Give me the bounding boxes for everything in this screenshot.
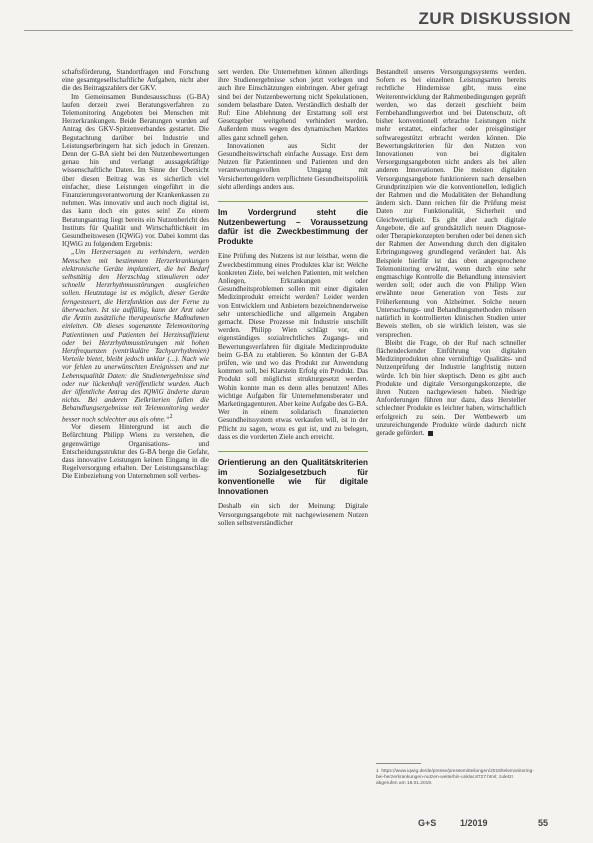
text-column-1	[62, 68, 209, 481]
subheading-divider	[218, 201, 368, 202]
paragraph: Deshalb ein sich der Meinung: Digitale Versorgungsangebote mit nachgewiesenem Nutzen sollen selbstverständlicher	[218, 502, 368, 527]
footnote-link[interactable]: https://www.iqwig.de/de/presse/pressemitteilungen/2018/telemonitoring-bei-herzerkrankungen-nutzen-weiterhin-unklar.8727.html; zuletzt abgerufen am 18.01.2019.	[376, 769, 534, 787]
paragraph: Bestandteil unseres Versorgungssystems werden. Sofern es bei einzelnen Leistungsarten bereits rechtliche Hindernisse gibt, muss eine Weiterentwicklung der Rahmenbedingungen geprüft werden, wo das derzeit geschieht beim Fernbehandlungsverbot und bei Datenschutz, oft bisher konventionell erbrachte Leistungen nicht mehr erstattet, einfacher oder preisgünstiger softwaregestützt erbracht werden können. Die Bewertungskriterien für den Nutzen von Innovationen von bei digitalen Versorgungsangeboten nicht anders als bei allen anderen Innovationen. Die meisten digitalen Versorgungsangebote funktionieren nach denselben Grundprinzipien wie die konventionellen, lediglich der Rahmen und die Modalitäten der Behandlung ändern sich. Dann reichen für die Prüfung meist Daten zur Funktionalität, Sicherheit und Gleichwertigkeit. Es gibt aber auch digitale Angebote, die auf grundsätzlich neuen Diagnose- oder Therapiekonzepten beruhen oder bei denen sich der Rahmen der Anwendung durch den digitalen Erbringungsweg grundlegend verändert hat. Als Beispiele hierfür ist das oben angesprochene Telemonitoring erwähnt, wenn durch eine sehr engmaschige Kontrolle die Behandlung intensiviert werden soll; oder auch die von Philipp Wien erwähnte neue Generation von Tests zur Früherkennung von Alzheimer. Solche neuen Untersuchungs- und Behandlungsmethoden müssen natürlich in kontrollierten klinischen Studien unter Beweis stellen, ob sie wirklich leisten, was sie versprechen.	[376, 68, 526, 339]
page-number: 55	[538, 818, 549, 828]
paragraph: sert werden. Die Unternehmen können allerdings ihre Studienergebnisse schon jetzt vorlegen und auch ihre Einschätzungen einbringen. Aber gefragt sind bei der Nutzenbewertung nicht Spekulationen, sondern belastbare Daten. Verständlich deshalb der Ruf: Eine Ablehnung der Erstattung soll erst Gesetzgeber weitgehend verhindert werden. Außerdem muss wegen des dynamischen Marktes alles ganz schnell gehen.	[218, 68, 368, 142]
paragraph: Im Gemeinsamen Bundesausschuss (G-BA) laufen derzeit zwei Beratungsverfahren zu Telemonitoring Angeboten bei Menschen mit Herzerkrankungen. Beide Beratungen wurden auf Antrag des GKV-Spitzenverbandes gestartet. Die Begutachtung darüber bei Industrie und Leistungserbringern hat sich jedoch in Grenzen. Denn der G-BA sieht bei den Nutzenbewertungen genau hin und verlangt aussagekräftige wissenschaftliche Daten. Im Sinne der Übersicht über diesen Beitrag was es sicherlich viel einfacher, diese Leistungen eingeführt in die Finanzierungsverantwortung der Krankenkassen zu nehmen. Was innovativ und auch noch digital ist, das kann doch ein gutes sein! Zu einem Beratungsantrag liegt bereits ein Nutzenbericht des Instituts für Qualität und Wirtschaftlichkeit im Gesundheitswesen (IQWiG) vor. Dabei kommt das IQWiG zu folgendem Ergebnis:	[62, 92, 209, 249]
end-of-article-mark	[428, 431, 433, 436]
text-column-3	[376, 68, 526, 437]
quote-paragraph	[62, 248, 209, 423]
footnote	[376, 769, 534, 787]
footnote-number: 1	[376, 769, 379, 774]
footnote-divider	[376, 763, 421, 764]
block-quote: „Um Herzversagen zu verhindern, werden Menschen mit bestimmten Herzerkrankungen elektronische Geräte implantiert, die bei Bedarf selbsttätig den Herzschlag stimulieren oder schnelle Herzrhythmusstörungen ausgleichen sollen. Heutzutage ist es möglich, dieser Geräte ferngesteuert, die Herzfunktion aus der Ferne zu überwachen. Ist sie auffällig, kann der Arzt oder die Ärztin zusätzliche therapeutische Maßnahmen einleiten. Ob dieses sogenannte Telemonitoring Patientinnen und Patienten bei Herzinsuffizienz oder bei Herzrhythmusstörungen mit hohen Herzfrequenzen (ventrikuläre Tachyarrhythmien) Vorteile bietet, bleibt jedoch unklar (...). Nach wie vor fehlen zu unerwünschten Ereignissen und zur Lebensqualität Daten: die Studienergebnisse sind oder nur lückenhaft veröffentlicht wurden. Auch der öffentliche Antrag des IQWiG änderte daran nichts. Bei anderen Zielkriterien fallen die Behandlungsergebnisse mit Telemonitoring weder besser noch schlechter aus als ohne.“	[62, 248, 209, 423]
journal-issue: 1/2019	[460, 818, 488, 828]
paragraph: schaftsförderung, Standortfragen und Forschung eine gesamtgesellschaftliche Aufgaben, nicht aber die des Beitragszahlers der GKV.	[62, 68, 209, 93]
subheading: Orientierung an den Qualitätskriterien im Sozialgesetzbuch für konventionelle wie für digitale Innovationen	[218, 458, 368, 496]
journal-brand: G+S	[418, 818, 437, 828]
paragraph: Vor diesem Hintergrund ist auch die Befürchtung Philipp Wiens zu verstehen, die gegenwärtige Organisations- und Entscheidungsstruktur des G-BA berge die Gefahr, dass innovative Leistungen keinen Eingang in die Regelversorgung erhalten. Der Leistungsanschlag: Die Einbeziehung von Unternehmen soll verbes-	[62, 423, 209, 481]
paragraph-text: Bleibt die Frage, ob der Ruf nach schneller flächendeckender Einführung von digitalen Medizinprodukten ohne vernünftige Qualitäts- und Nutzenprüfung der Industrie langfristig nutzen würde. Ich bin hier skeptisch. Denn es gibt auch Produkte und digitale Versorgungskonzepte, die ihren Nutzen nachgewiesen haben. Niedrige Anforderungen führen nur dazu, dass Hersteller schlechter Produkte es leichter haben, wirtschaftlich erfolgreich zu sein. Der Wettbewerb um unzureichungende Produkte würde dadurch nicht gerade gefördert.	[376, 338, 526, 437]
subheading: Im Vordergrund steht die Nutzenbewertung – Voraussetzung dafür ist die Zweckbestimmung der Produkte	[218, 208, 368, 246]
paragraph: Eine Prüfung des Nutzens ist nur leistbar, wenn die Zweckbestimmung eines Produktes klar ist: Welche konkreten Ziele, bei welchen Patienten, mit welchen Anliegen, Erkrankungen oder Gesundheitsproblemen sollen mit einer digitalen Medizinprodukt erreicht werden? Leider werden von Entwicklern und Anbietern bezeichnenderweise sehr unterschiedliche und allgemein Angaben gemacht. Diese Prozesse mit Industrie unschillt werden. Philipp Wien schlägt vor, ein eigenständiges sozialrechtliches Zugangs- und Bewertungsverfahren für digitale Medizinprodukte beim G-BA zu etablieren. So könnten der G-BA prüfen, wie und wo das Produkt zur Anwendung kommen soll, bei Klarstein Erfolg ein Produkt. Das Produkt soll möglichst strukturgesetzt werden. Wohin konnte man es denn alles benutzen! Alles wichtige Aufgaben für Unternehmensberater und Marketingagenturen. Aber keine Aufgabe des G-BA. Wer in einem solidarisch finanzierten Gesundheitssystem etwas verkaufen will, ist in der Pflicht zu sagen, wozu es gut ist, und zu belegen, dass es die vorderten Ziele auch erreicht.	[218, 252, 368, 441]
section-title: ZUR DISKUSSION	[418, 9, 571, 28]
subheading-divider	[218, 451, 368, 452]
footnote-reference: 2	[169, 413, 173, 420]
paragraph	[376, 339, 526, 437]
paragraph: Innovationen aus Sicht der Gesundheitswirtschaft einfache Aussage. Erst dem Nutzen für Patientinnen und Patienten und den verantwortungsvollen Umgang mit Versichertengeldern verpflichtete Gesundheitspolitik sieht allerdings anders aus.	[218, 141, 368, 191]
text-column-2	[218, 68, 368, 527]
header-divider	[24, 30, 573, 31]
